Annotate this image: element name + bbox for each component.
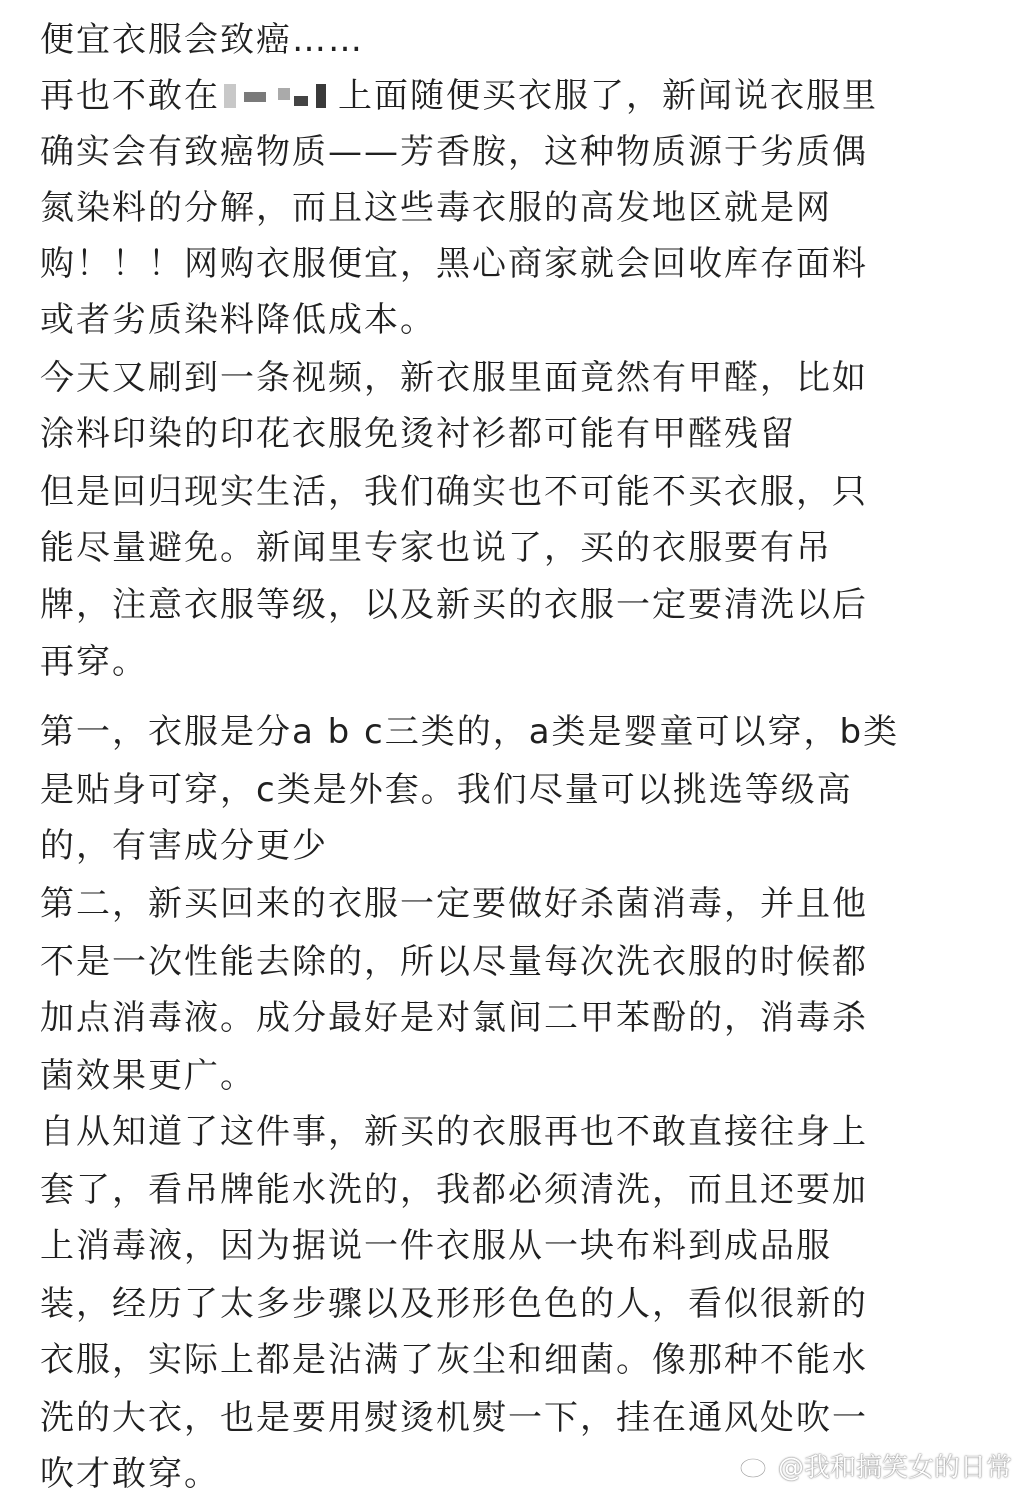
post-line-23: 衣服，实际上都是沾满了灰尘和细菌。像那种不能水: [40, 1340, 868, 1380]
post-line-24: 洗的大衣，也是要用熨烫机熨一下，挂在通风处吹一: [40, 1398, 868, 1438]
post-line-5: 或者劣质染料降低成本。: [40, 300, 436, 340]
post-line-15: 第二，新买回来的衣服一定要做好杀菌消毒，并且他: [40, 884, 868, 924]
post-line-19: 自从知道了这件事，新买的衣服再也不敢直接往身上: [40, 1112, 868, 1152]
post-line-14: 的，有害成分更少: [40, 826, 328, 866]
post-line-4: 购！！！网购衣服便宜，黑心商家就会回收库存面料: [40, 244, 868, 284]
post-line-1-before: 再也不敢在: [40, 76, 220, 116]
post-line-18: 菌效果更广。: [40, 1056, 256, 1096]
post-line-13: 是贴身可穿，c类是外套。我们尽量可以挑选等级高: [40, 770, 853, 810]
post-line-3: 氮染料的分解，而且这些毒衣服的高发地区就是网: [40, 188, 832, 228]
post-line-11: 再穿。: [40, 642, 148, 682]
post-title: 便宜衣服会致癌……: [40, 20, 364, 60]
post-line-8: 但是回归现实生活，我们确实也不可能不买衣服，只: [40, 472, 868, 512]
post-line-1-after: 上面随便买衣服了，新闻说衣服里: [338, 76, 878, 116]
post-line-25: 吹才敢穿。: [40, 1454, 220, 1494]
post-line-21: 上消毒液，因为据说一件衣服从一块布料到成品服: [40, 1226, 832, 1266]
post-line-10: 牌，注意衣服等级，以及新买的衣服一定要清洗以后: [40, 585, 868, 625]
post-line-1: [40, 76, 878, 116]
post-line-9: 能尽量避免。新闻里专家也说了，买的衣服要有吊: [40, 528, 832, 568]
post-line-2: 确实会有致癌物质——芳香胺，这种物质源于劣质偶: [40, 132, 868, 172]
post-line-16: 不是一次性能去除的，所以尽量每次洗衣服的时候都: [40, 942, 868, 982]
post-line-20: 套了，看吊牌能水洗的，我都必须清洗，而且还要加: [40, 1170, 868, 1210]
weibo-icon: [738, 1448, 772, 1482]
post-line-12: 第一，衣服是分a b c三类的，a类是婴童可以穿，b类: [40, 712, 900, 752]
post-line-22: 装，经历了太多步骤以及形形色色的人，看似很新的: [40, 1284, 868, 1324]
watermark-text: @我和搞笑女的日常: [777, 1452, 1012, 1483]
redacted-platform-name: [220, 78, 338, 112]
post-line-7: 涂料印染的印花衣服免烫衬衫都可能有甲醛残留: [40, 414, 796, 454]
post-line-17: 加点消毒液。成分最好是对氯间二甲苯酚的，消毒杀: [40, 998, 868, 1038]
watermark: [738, 1445, 1012, 1485]
post-line-6: 今天又刷到一条视频，新衣服里面竟然有甲醛，比如: [40, 358, 868, 398]
